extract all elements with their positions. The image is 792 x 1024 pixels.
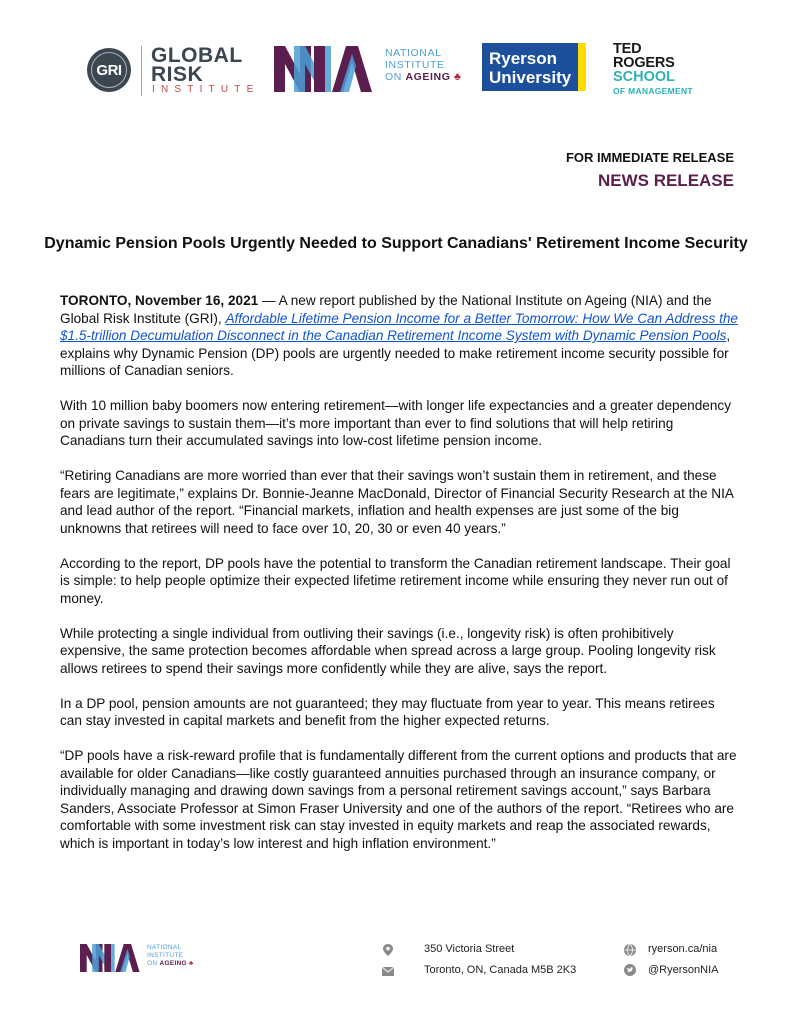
paragraph-7: “DP pools have a risk-reward profile that is fundamentally different from the current options and products that are available for older Canadians—like costly guaranteed annuities purchased through an insurance company, or individually managing and drawing down savings from a personal retirement savings account,” says Barbara Sanders, Associate Professor at Simon Fraser University and one of the authors of the report. “Retirees who are comfortable with some investment risk can stay invested in equity markets and reap the associated rewards, which is important in today’s low interest and high inflation environment.” (60, 748, 737, 851)
location-pin-icon (382, 944, 394, 956)
ryerson-yellow-bar (578, 43, 586, 91)
gri-initials: GRI (96, 61, 122, 79)
report-link[interactable]: Affordable Lifetime Pension Income for a Better Tomorrow: How We Can Address the $1.5-trillion Decumulation Disconnect in the Canadian Retirement Income System with Dynamic Pension Pools (60, 310, 738, 343)
gri-word-institute: INSTITUTE (152, 84, 260, 95)
news-release-label: NEWS RELEASE (597, 171, 734, 190)
ryerson-wordmark: Ryerson University (482, 43, 578, 91)
paragraph-3: “Retiring Canadians are more worried than ever that their savings won’t sustain them in retirement, and these fears are legitimate,” explains Dr. Bonnie-Jeanne MacDonald, Director of Financial Security Research at the NIA and lead author of the report. “Financial markets, inflation and health expenses are just some of the big unknowns that retirees will need to face over 10, 20, 30 or even 40 years.” (60, 468, 734, 536)
paragraph-2: With 10 million baby boomers now entering retirement—with longer life expectancies and a greater dependency on private savings to sustain them—it’s more important than ever to find solutions that will help retiring Canadians turn their accumulated savings into low-cost lifetime pension income. (60, 398, 731, 448)
gri-word-risk: RISK (151, 63, 204, 86)
footer-nia-name: NATIONAL INSTITUTE ON AGEING ♣ (147, 944, 194, 967)
paragraph-4: According to the report, DP pools have the potential to transform the Canadian retirement landscape. Their goal is simple: to help people optimize their expected lifetime retirement income while ensuring they never run out of money. (60, 555, 731, 606)
maple-leaf-icon: ♣ (454, 71, 462, 83)
footer-nia-monogram (80, 944, 142, 972)
ted-rogers-logo: TED ROGERS SCHOOL OF MANAGEMENT (613, 41, 693, 96)
nia-monogram (274, 46, 376, 92)
paragraph-6: In a DP pool, pension amounts are not guaranteed; they may fluctuate from year to year. This means retirees can stay invested in capital markets and benefit from the higher expected returns. (60, 695, 715, 728)
gri-divider (141, 46, 142, 96)
immediate-release-label: FOR IMMEDIATE RELEASE (565, 150, 734, 165)
envelope-icon (382, 965, 394, 977)
footer-address-city: Toronto, ON, Canada M5B 2K3 (424, 964, 577, 976)
footer-address-street: 350 Victoria Street (424, 943, 515, 955)
gri-emblem (87, 48, 131, 92)
gri-word-global: GLOBAL (151, 44, 243, 67)
globe-icon (624, 944, 636, 956)
footer-maple-leaf-icon: ♣ (189, 960, 194, 967)
page-title: Dynamic Pension Pools Urgently Needed to Support Canadians' Retirement Income Security (44, 235, 748, 252)
footer-website-link[interactable]: ryerson.ca/nia (648, 943, 718, 955)
article-body (60, 292, 740, 870)
paragraph-1: TORONTO, November 16, 2021 — A new report published by the National Institute on Ageing (NIA) and the Global Risk Institute (GRI), Affordable Lifetime Pension Income for a Better Tomorrow: How We Can Address the $1.5-trillion Decumulation Disconnect in the Canadian Retirement Income System with Dynamic Pension Pools, explains why Dynamic Pension (DP) pools are urgently needed to make retirement income security possible for millions of Canadian seniors. (60, 293, 738, 378)
footer-twitter-handle[interactable]: @RyersonNIA (648, 964, 719, 976)
paragraph-5: While protecting a single individual from outliving their savings (i.e., longevity risk) is often prohibitively expensive, the same protection becomes affordable when spread across a large group. Pooling longevity risk allows retirees to spend their savings more confidently while they are alive, says the report. (60, 625, 716, 676)
twitter-icon (624, 964, 636, 976)
nia-name: NATIONAL INSTITUTE ON AGEING ♣ (385, 47, 462, 83)
dateline: TORONTO, November 16, 2021 (60, 293, 259, 308)
